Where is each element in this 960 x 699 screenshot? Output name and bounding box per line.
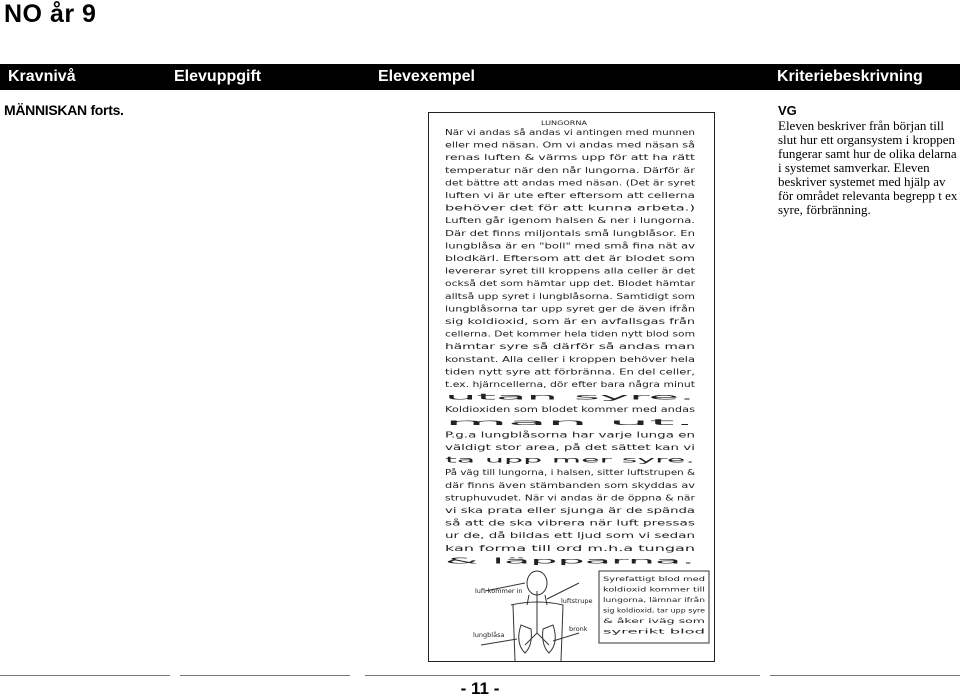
handwritten-line: cellerna. Det kommer hela tiden nytt blod som	[445, 329, 695, 339]
handwritten-line: Koldioxiden som blodet kommer med andas	[445, 405, 696, 415]
diagram-note-line: & åker iväg som	[603, 617, 656, 625]
student-example-scan	[428, 112, 715, 662]
column-header-elevuppgift: Elevuppgift	[174, 68, 262, 85]
handwritten-line: alltså upp syret i lungblåsorna. Samtidigt som	[445, 291, 695, 301]
handwritten-line: väldigt stor area, på det sättet kan vi	[445, 443, 695, 452]
handwritten-line: t.ex. hjärncellerna, dör efter bara några minut	[445, 380, 696, 389]
handwritten-line: Luften går igenom halsen & ner i lungorna.	[445, 216, 695, 226]
criteria-level: VG	[778, 103, 797, 118]
handwritten-line: levererar syret till kroppens alla celler är det	[445, 266, 696, 276]
column-header-bar	[0, 64, 960, 90]
handwritten-line: Där det finns miljontals små lungblåsor. En	[445, 228, 696, 238]
body-diagram-drawing	[481, 571, 709, 661]
handwritten-line: renas luften & värms upp för att ha rätt	[445, 153, 696, 163]
diagram-note-line: koldioxid kommer till	[603, 585, 706, 594]
handwritten-line: När vi andas så andas vi antingen med munnen	[445, 128, 696, 137]
handwritten-line: sig koldioxid, som är en avfallsgas från	[445, 317, 696, 326]
page-title: NO år 9	[4, 0, 97, 28]
handwritten-line: lungblåsa är en "boll" med små fina nät av	[445, 241, 696, 251]
handwritten-line: där finns även stämbanden som skyddas av	[445, 480, 696, 490]
handwritten-line: utan syre.	[445, 392, 695, 402]
handwritten-line: hämtar syre så därför så andas man	[445, 342, 696, 352]
diagram-note-line: Syrefattigt blod med	[603, 575, 705, 583]
handwritten-line: behöver det för att kunna arbeta.)	[445, 203, 696, 213]
handwritten-heading: LUNGORNA	[541, 119, 588, 127]
handwritten-line: På väg till lungorna, i halsen, sitter luftstrupen &	[445, 468, 696, 478]
handwritten-line: & läpparna.	[445, 556, 695, 566]
handwritten-line: temperatur när den når lungorna. Därför är	[445, 165, 697, 175]
diagram-note-line: sig koldioxid, tar upp syre	[603, 606, 705, 615]
footer-rule	[0, 675, 170, 676]
handwritten-line: tiden nytt syre att förbränna. En del celler,	[445, 367, 695, 377]
handwritten-line: man ut.	[445, 417, 695, 427]
diagram-label: bronk	[569, 625, 588, 633]
diagram-label: lungblåsa	[473, 631, 505, 639]
page-number: - 11 -	[460, 679, 500, 698]
handwritten-line: lungblåsorna tar upp syret ger de även ifrån	[445, 304, 696, 314]
handwritten-line: luften vi är ute efter eftersom att cellerna	[445, 191, 695, 200]
column-header-kriteriebeskrivning: Kriteriebeskrivning	[777, 68, 923, 85]
column-header-kravniva: Kravnivå	[8, 68, 76, 85]
handwritten-line: så att de ska vibrera när luft pressas	[445, 518, 696, 528]
handwritten-line: ta upp mer syre.	[445, 455, 695, 465]
handwritten-line: det bättre att andas med näsan. (Det är syret	[445, 178, 696, 188]
criteria-description	[778, 104, 958, 217]
criteria-text: Eleven beskriver från början till slut hur ett organsystem i kroppen fungerar samt hur de olika delarna i systemet samverkar. Eleven beskriver systemet med hjälp av för området relevanta begrepp t ex syre, förbränning.	[778, 118, 958, 217]
diagram-note-line: syrerikt blod	[603, 627, 705, 636]
handwritten-line: vi ska prata eller sjunga är de spända	[445, 506, 695, 515]
diagram-label: luftstrupe	[561, 597, 593, 605]
column-header-elevexempel: Elevexempel	[378, 68, 475, 85]
diagram-note-line: lungorna, lämnar ifrån	[603, 596, 676, 604]
handwritten-line: kan forma till ord m.h.a tungan	[445, 543, 696, 553]
footer-rule	[180, 675, 350, 676]
handwritten-line: konstant. Alla celler i kroppen behöver hela	[445, 354, 695, 364]
handwritten-line: blodkärl. Eftersom att det är blodet som	[445, 254, 695, 263]
handwritten-line: P.g.a lungblåsorna har varje lunga en	[445, 430, 696, 440]
footer-rule	[770, 675, 960, 676]
footer-rule	[365, 675, 760, 676]
handwritten-line: ur de, då bildas ett ljud som vi sedan	[445, 531, 696, 541]
handwritten-line: också det som hämtar upp det. Blodet hämtar	[445, 279, 697, 289]
diagram-label: luft kommer in	[475, 587, 523, 595]
handwritten-page	[429, 113, 714, 661]
section-label: MÄNNISKAN forts.	[4, 102, 124, 118]
handwritten-line: struphuvudet. När vi andas är de öppna & när	[445, 493, 697, 503]
handwritten-line: eller med näsan. Om vi andas med näsan så	[445, 140, 695, 150]
